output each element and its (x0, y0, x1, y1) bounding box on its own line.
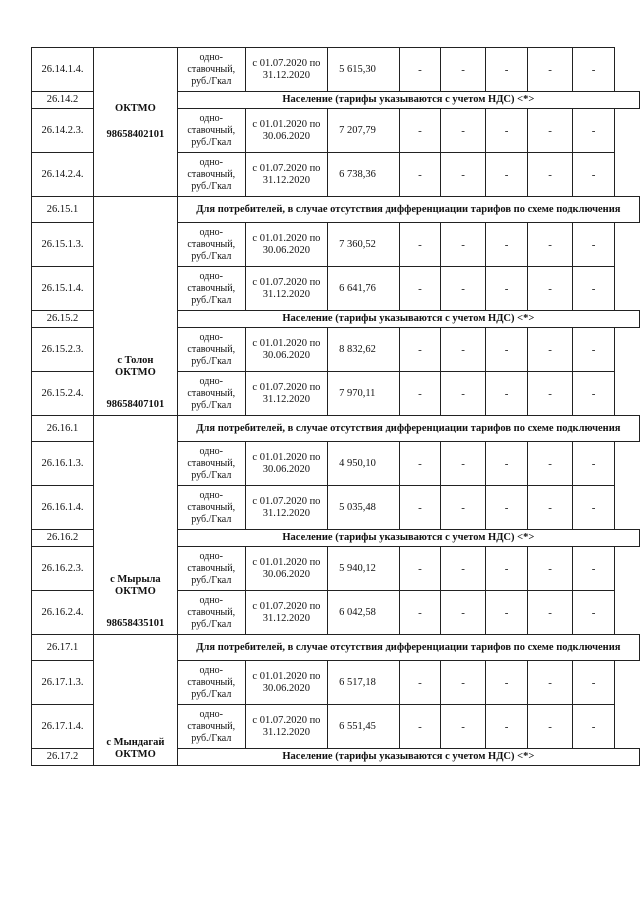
tariff-value: 6 551,45 (328, 705, 400, 749)
tariff-period: с 01.07.2020 по 31.12.2020 (245, 486, 327, 530)
row-code: 26.14.2.3. (32, 109, 94, 153)
empty-value-cell: - (441, 48, 486, 92)
empty-value-cell: - (441, 486, 486, 530)
tariff-type: одно-ставочный, руб./Гкал (177, 48, 245, 92)
empty-value-cell: - (441, 109, 486, 153)
tariff-type: одно-ставочный, руб./Гкал (177, 661, 245, 705)
empty-value-cell: - (399, 705, 440, 749)
empty-value-cell: - (528, 547, 573, 591)
municipality-name: с Мырыла (110, 574, 161, 585)
tariff-type: одно-ставочный, руб./Гкал (177, 705, 245, 749)
group-header: Население (тарифы указываются с учетом НДС) <*> (177, 749, 639, 766)
row-code: 26.16.1 (32, 416, 94, 442)
empty-value-cell: - (399, 372, 440, 416)
row-code: 26.15.1.3. (32, 223, 94, 267)
empty-value-cell: - (528, 486, 573, 530)
row-code: 26.14.2 (32, 92, 94, 109)
tariff-period: с 01.07.2020 по 31.12.2020 (245, 705, 327, 749)
tariff-period: с 01.01.2020 по 30.06.2020 (245, 547, 327, 591)
tariff-type: одно-ставочный, руб./Гкал (177, 109, 245, 153)
row-code: 26.14.1.4. (32, 48, 94, 92)
empty-value-cell: - (486, 48, 528, 92)
empty-value-cell: - (399, 109, 440, 153)
municipality-cell (94, 48, 178, 197)
empty-value-cell: - (441, 661, 486, 705)
group-header: Для потребителей, в случае отсутствия дифференциации тарифов по схеме подключения (177, 635, 639, 661)
empty-value-cell: - (486, 153, 528, 197)
row-code: 26.16.2 (32, 530, 94, 547)
row-code: 26.17.2 (32, 749, 94, 766)
row-code: 26.15.2.4. (32, 372, 94, 416)
empty-value-cell: - (486, 661, 528, 705)
section-header-row (32, 197, 640, 223)
empty-value-cell: - (573, 486, 615, 530)
tariff-type: одно-ставочный, руб./Гкал (177, 591, 245, 635)
empty-value-cell: - (573, 109, 615, 153)
empty-value-cell: - (528, 267, 573, 311)
tariff-value: 7 207,79 (328, 109, 400, 153)
empty-value-cell: - (573, 267, 615, 311)
empty-value-cell: - (399, 267, 440, 311)
empty-value-cell: - (486, 547, 528, 591)
empty-value-cell: - (486, 442, 528, 486)
empty-value-cell: - (528, 109, 573, 153)
empty-value-cell: - (399, 223, 440, 267)
oktmo-label: ОКТМО (115, 586, 156, 597)
empty-value-cell: - (399, 547, 440, 591)
empty-value-cell: - (528, 661, 573, 705)
group-header: Население (тарифы указываются с учетом НДС) <*> (177, 530, 639, 547)
tariff-type: одно-ставочный, руб./Гкал (177, 486, 245, 530)
municipality-name: с Мындагай (106, 737, 165, 748)
tariff-value: 7 360,52 (328, 223, 400, 267)
section-header-row (32, 416, 640, 442)
tariff-type: одно-ставочный, руб./Гкал (177, 267, 245, 311)
tariff-value: 7 970,11 (328, 372, 400, 416)
empty-value-cell: - (528, 372, 573, 416)
group-header: Для потребителей, в случае отсутствия дифференциации тарифов по схеме подключения (177, 197, 639, 223)
municipality-cell (94, 197, 178, 416)
empty-value-cell: - (528, 442, 573, 486)
row-code: 26.15.2.3. (32, 328, 94, 372)
tariff-value: 6 517,18 (328, 661, 400, 705)
empty-value-cell: - (441, 547, 486, 591)
municipality-name: с Толон (117, 355, 154, 366)
oktmo-code: 98658407101 (106, 399, 165, 410)
tariff-value: 6 738,36 (328, 153, 400, 197)
oktmo-code: 98658402101 (106, 129, 165, 140)
empty-value-cell: - (441, 591, 486, 635)
empty-value-cell: - (573, 661, 615, 705)
empty-value-cell: - (441, 705, 486, 749)
empty-value-cell: - (528, 48, 573, 92)
tariff-period: с 01.07.2020 по 31.12.2020 (245, 153, 327, 197)
tariff-value: 8 832,62 (328, 328, 400, 372)
empty-value-cell: - (399, 486, 440, 530)
tariff-type: одно-ставочный, руб./Гкал (177, 328, 245, 372)
empty-value-cell: - (573, 442, 615, 486)
tariff-period: с 01.01.2020 по 30.06.2020 (245, 328, 327, 372)
empty-value-cell: - (573, 153, 615, 197)
empty-value-cell: - (486, 328, 528, 372)
empty-value-cell: - (528, 705, 573, 749)
tariff-value: 5 940,12 (328, 547, 400, 591)
tariff-period: с 01.01.2020 по 30.06.2020 (245, 223, 327, 267)
tariff-table (31, 47, 640, 766)
empty-value-cell: - (399, 442, 440, 486)
empty-value-cell: - (441, 372, 486, 416)
row-code: 26.14.2.4. (32, 153, 94, 197)
oktmo-label: ОКТМО (115, 367, 156, 378)
group-header: Для потребителей, в случае отсутствия дифференциации тарифов по схеме подключения (177, 416, 639, 442)
tariff-type: одно-ставочный, руб./Гкал (177, 442, 245, 486)
group-header: Население (тарифы указываются с учетом НДС) <*> (177, 311, 639, 328)
empty-value-cell: - (486, 486, 528, 530)
tariff-period: с 01.01.2020 по 30.06.2020 (245, 442, 327, 486)
municipality-cell (94, 416, 178, 635)
tariff-period: с 01.01.2020 по 30.06.2020 (245, 109, 327, 153)
tariff-type: одно-ставочный, руб./Гкал (177, 223, 245, 267)
tariff-period: с 01.07.2020 по 31.12.2020 (245, 372, 327, 416)
empty-value-cell: - (573, 223, 615, 267)
tariff-value: 5 035,48 (328, 486, 400, 530)
tariff-value: 4 950,10 (328, 442, 400, 486)
tariff-value: 6 641,76 (328, 267, 400, 311)
empty-value-cell: - (399, 591, 440, 635)
municipality-cell (94, 635, 178, 766)
tariff-type: одно-ставочный, руб./Гкал (177, 153, 245, 197)
oktmo-label: ОКТМО (115, 749, 156, 760)
empty-value-cell: - (441, 223, 486, 267)
row-code: 26.15.2 (32, 311, 94, 328)
empty-value-cell: - (486, 267, 528, 311)
row-code: 26.16.2.4. (32, 591, 94, 635)
group-header: Население (тарифы указываются с учетом НДС) <*> (177, 92, 639, 109)
tariff-type: одно-ставочный, руб./Гкал (177, 547, 245, 591)
empty-value-cell: - (399, 328, 440, 372)
empty-value-cell: - (441, 328, 486, 372)
empty-value-cell: - (573, 705, 615, 749)
empty-value-cell: - (573, 328, 615, 372)
row-code: 26.17.1.3. (32, 661, 94, 705)
tariff-value: 5 615,30 (328, 48, 400, 92)
empty-value-cell: - (528, 591, 573, 635)
empty-value-cell: - (573, 372, 615, 416)
oktmo-label: ОКТМО (115, 103, 156, 114)
empty-value-cell: - (399, 48, 440, 92)
tariff-value: 6 042,58 (328, 591, 400, 635)
empty-value-cell: - (528, 328, 573, 372)
empty-value-cell: - (441, 153, 486, 197)
empty-value-cell: - (399, 661, 440, 705)
tariff-type: одно-ставочный, руб./Гкал (177, 372, 245, 416)
empty-value-cell: - (573, 591, 615, 635)
empty-value-cell: - (441, 267, 486, 311)
empty-value-cell: - (573, 547, 615, 591)
section-header-row (32, 635, 640, 661)
row-code: 26.17.1.4. (32, 705, 94, 749)
tariff-period: с 01.01.2020 по 30.06.2020 (245, 661, 327, 705)
row-code: 26.16.2.3. (32, 547, 94, 591)
row-code: 26.15.1 (32, 197, 94, 223)
row-code: 26.15.1.4. (32, 267, 94, 311)
tariff-row (32, 48, 640, 92)
empty-value-cell: - (486, 372, 528, 416)
empty-value-cell: - (486, 591, 528, 635)
empty-value-cell: - (441, 442, 486, 486)
empty-value-cell: - (528, 223, 573, 267)
tariff-period: с 01.07.2020 по 31.12.2020 (245, 48, 327, 92)
row-code: 26.16.1.3. (32, 442, 94, 486)
empty-value-cell: - (399, 153, 440, 197)
row-code: 26.17.1 (32, 635, 94, 661)
tariff-period: с 01.07.2020 по 31.12.2020 (245, 267, 327, 311)
empty-value-cell: - (486, 705, 528, 749)
tariff-period: с 01.07.2020 по 31.12.2020 (245, 591, 327, 635)
row-code: 26.16.1.4. (32, 486, 94, 530)
empty-value-cell: - (486, 109, 528, 153)
empty-value-cell: - (486, 223, 528, 267)
oktmo-code: 98658435101 (106, 618, 165, 629)
empty-value-cell: - (528, 153, 573, 197)
empty-value-cell: - (573, 48, 615, 92)
